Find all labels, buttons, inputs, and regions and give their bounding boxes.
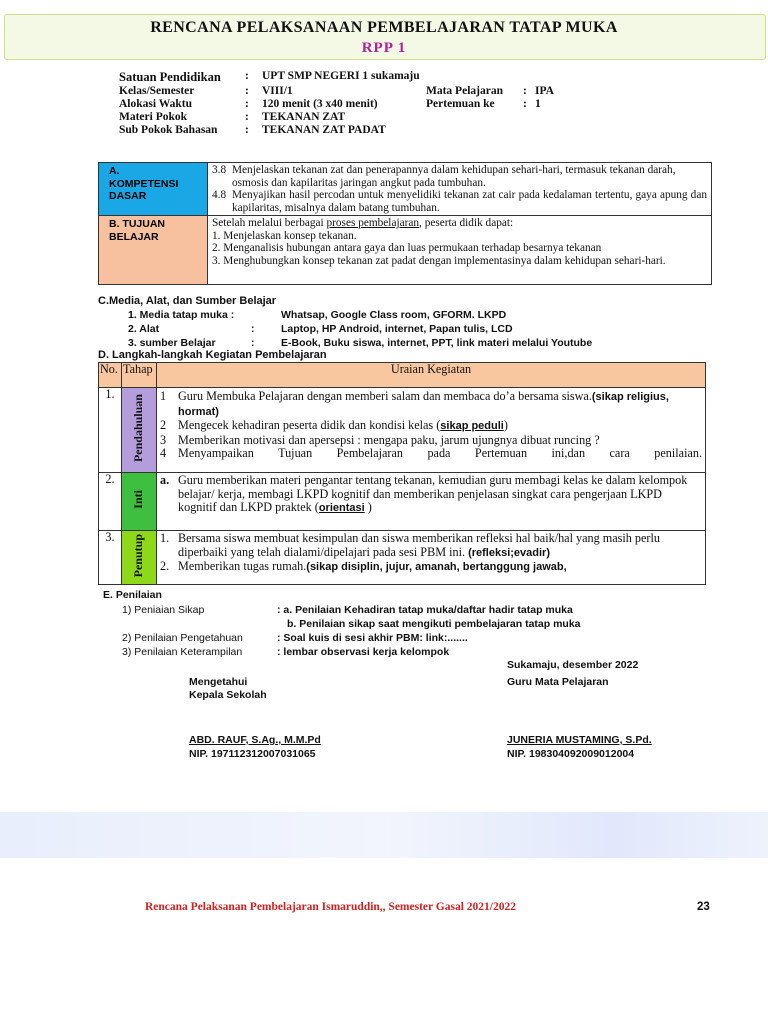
alat-label: 2. Alat [128,323,160,335]
p2-label: 2) Penilaian Pengetahuan [122,632,243,644]
tahap-pendahuluan: Pendahuluan [122,388,157,473]
uraian-pendahuluan: 1 Guru Membuka Pelajaran dengan memberi salam dan membaca do’a bersama siswa.(sikap religius, hormat) 2 Mengecek kehadiran peserta didik dan kondisi kelas (sikap peduli) 3 Memberikan motivasi dan apersepsi : mengapa paku, jarum ujungnya dibuat runcing ? 4 Menyampaikan Tujuan Pembelajaran pada Pertemuan ini,dan cara penilaian. [157,388,706,473]
tahap-inti: Inti [122,473,157,531]
tujuan-label: B. TUJUAN BELAJAR [99,216,208,285]
alokasi-value: 120 menit (3 x40 menit) [262,98,378,110]
p3-label: 3) Penilaian Keterampilan [122,646,243,658]
colon: : [245,98,249,110]
guru-title: Guru Mata Pelajaran [507,676,609,688]
sumber-value: E-Book, Buku siswa, internet, PPT, link materi melalui Youtube [281,337,593,349]
colon: : [245,70,249,82]
place-date: Sukamaju, desember 2022 [507,659,639,671]
langkah-table [98,362,706,585]
col-uraian: Uraian Kegiatan [157,363,706,388]
alat-value: Laptop, HP Android, internet, Papan tulis, LCD [281,323,513,335]
page-number: 23 [697,901,710,913]
colon: : [245,111,249,123]
uraian-penutup: 1. Bersama siswa membuat kesimpulan dan siswa memberikan refleksi hal baik/hal yang masih perlu diperbaiki yang telah dialami/dipelajari pada sesi PBM ini. (refleksi;evadir) 2. Memberikan tugas rumah.(sikap disiplin, jujur, amanah, bertanggung jawab, [157,531,706,585]
col-no: No. [99,363,122,388]
media-item-label: 1. Media tatap muka : [128,309,235,321]
materi-value: TEKANAN ZAT [262,111,346,123]
p3-value: : lembar observasi kerja kelompok [277,646,450,658]
materi-label: Materi Pokok [119,111,188,123]
pertemuan-value: 1 [535,98,541,110]
langkah-heading: D. Langkah-langkah Kegiatan Pembelajaran [98,349,327,361]
alokasi-label: Alokasi Waktu [119,98,192,110]
media-item-value: Whatsap, Google Class room, GFORM. LKPD [281,309,507,321]
pertemuan-label: Pertemuan ke [426,98,495,110]
colon: : [523,98,527,110]
table-row [99,473,706,531]
p2-value: : Soal kuis di sesi akhir PBM: link:....... [277,632,468,644]
table-row [99,531,706,585]
mapel-value: IPA [535,85,554,97]
rpp-number: RPP 1 [361,40,407,56]
sumber-label: 3. sumber Belajar [128,337,216,349]
row-no: 2. [99,473,122,531]
kepala-nip: NIP. 197112312007031065 [189,748,316,760]
kompetensi-table [98,162,712,285]
uraian-inti: a. Guru memberikan materi pengantar tentang tekanan, kemudian guru membagi kelas ke dalam kelompok belajar/ kerja, membagi LKPD kognitif dan memberikan penjelasan singkat cara pengerjaan LKPD kognitif dan LKPD praktek (orientasi ) [157,473,706,531]
guru-name: JUNERIA MUSTAMING, S.Pd. [507,734,652,746]
p1-value2: b. Penilaian sikap saat mengikuti pembelajaran tatap muka [287,618,581,630]
p1-value: : a. Penilaian Kehadiran tatap muka/daftar hadir tatap muka [277,604,573,616]
sub-label: Sub Pokok Bahasan [119,124,218,136]
table-row [99,388,706,473]
media-heading: C.Media, Alat, dan Sumber Belajar [98,295,277,307]
col-tahap: Tahap [122,363,157,388]
tahap-penutup: Penutup [122,531,157,585]
colon: : [245,85,249,97]
page-title: RENCANA PELAKSANAAN PEMBELAJARAN TATAP MUKA [150,19,618,36]
colon: : [251,323,255,335]
colon: : [251,337,255,349]
kelas-label: Kelas/Semester [119,85,195,97]
table-header [99,363,706,388]
decorative-band [0,812,768,858]
satuan-label: Satuan Pendidikan [119,70,221,84]
colon: : [245,124,249,136]
kepala-name: ABD. RAUF, S.Ag., M.M.Pd [189,734,321,746]
kepala-title: Kepala Sekolah [189,689,267,701]
sub-value: TEKANAN ZAT PADAT [262,124,386,136]
p1-label: 1) Peniaian Sikap [122,604,205,616]
footer-text: Rencana Pelaksanan Pembelajaran Ismaruddin,, Semester Gasal 2021/2022 [145,901,516,913]
satuan-value: UPT SMP NEGERI 1 sukamaju [262,70,420,82]
kelas-value: VIII/1 [262,85,293,97]
kd-label: A. KOMPETENSI DASAR [99,163,208,216]
row-no: 3. [99,531,122,585]
kd-content: 3.8 Menjelaskan tekanan zat dan penerapannya dalam kehidupan sehari-hari, termasuk tekanan darah, osmosis dan kapilaritas jaringan angkut pada tumbuhan. 4.8 Menyajikan hasil percodan untuk menyelidiki tekanan zat cair pada kedalaman tertentu, gaya apung dan kapilaritas, misalnya dalam batang tumbuhan. [208,163,712,216]
colon: : [523,85,527,97]
penilaian-heading: E. Penilaian [103,589,162,601]
row-no: 1. [99,388,122,473]
mapel-label: Mata Pelajaran [426,85,503,97]
mengetahui: Mengetahui [189,676,248,688]
tujuan-content: Setelah melalui berbagai proses pembelajaran, peserta didik dapat: 1. Menjelaskan konsep tekanan. 2. Menganalisis hubungan antara gaya dan luas permukaan terhadap besarnya tekanan 3. Menghubungkan konsep tekanan zat padat dengan implementasinya dalam kehidupan sehari-hari. [208,216,712,285]
guru-nip: NIP. 198304092009012004 [507,748,635,760]
